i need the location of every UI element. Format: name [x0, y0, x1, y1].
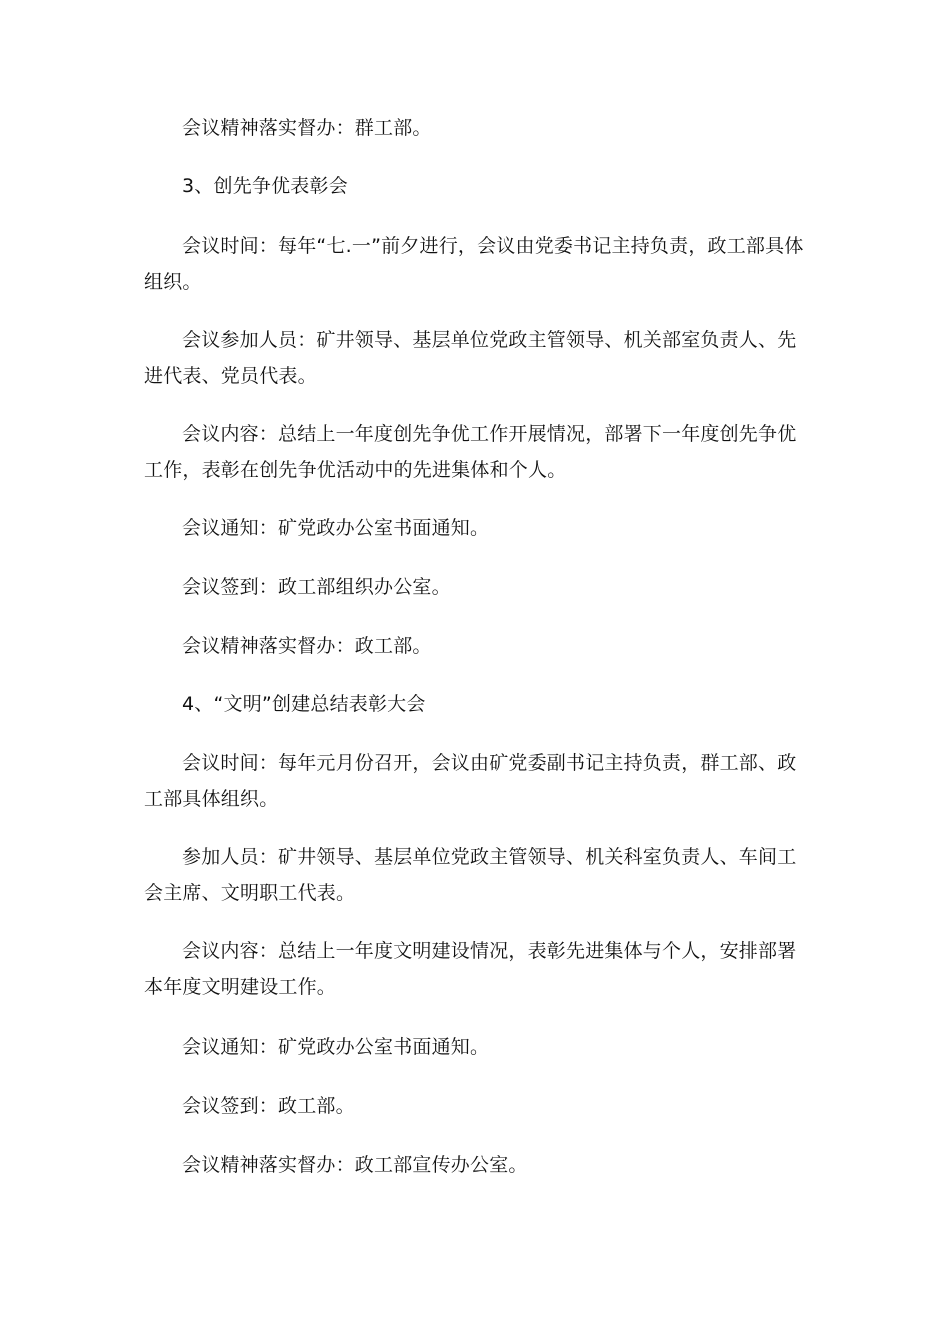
- paragraph-meeting-time-1: 会议时间：每年“七.一”前夕进行，会议由党委书记主持负责，政工部具体组织。: [144, 235, 804, 293]
- paragraph-participants-2: 参加人员：矿井领导、基层单位党政主管领导、机关科室负责人、车间工会主席、文明职工代表。: [144, 846, 797, 904]
- paragraph-content-1: 会议内容：总结上一年度创先争优工作开展情况，部署下一年度创先争优工作，表彰在创先争优活动中的先进集体和个人。: [144, 423, 797, 481]
- paragraph-meeting-time-2: 会议时间：每年元月份召开，会议由矿党委副书记主持负责，群工部、政工部具体组织。: [144, 752, 797, 810]
- paragraph-supervision-3: 会议精神落实督办：政工部宣传办公室。: [182, 1154, 528, 1176]
- paragraph-signin-2: 会议签到：政工部。: [182, 1095, 355, 1117]
- paragraph-content-2: 会议内容：总结上一年度文明建设情况，表彰先进集体与个人，安排部署本年度文明建设工作。: [144, 940, 797, 998]
- paragraph-supervision-1: 会议精神落实督办：群工部。: [182, 117, 432, 139]
- heading-item-3: 3、创先争优表彰会: [182, 175, 348, 197]
- paragraph-supervision-2: 会议精神落实督办：政工部。: [182, 635, 432, 657]
- paragraph-notice-2: 会议通知：矿党政办公室书面通知。: [182, 1036, 490, 1058]
- paragraph-notice-1: 会议通知：矿党政办公室书面通知。: [182, 517, 490, 539]
- heading-item-4: 4、“文明”创建总结表彰大会: [182, 693, 426, 715]
- paragraph-participants-1: 会议参加人员：矿井领导、基层单位党政主管领导、机关部室负责人、先进代表、党员代表。: [144, 329, 797, 387]
- paragraph-signin-1: 会议签到：政工部组织办公室。: [182, 576, 451, 598]
